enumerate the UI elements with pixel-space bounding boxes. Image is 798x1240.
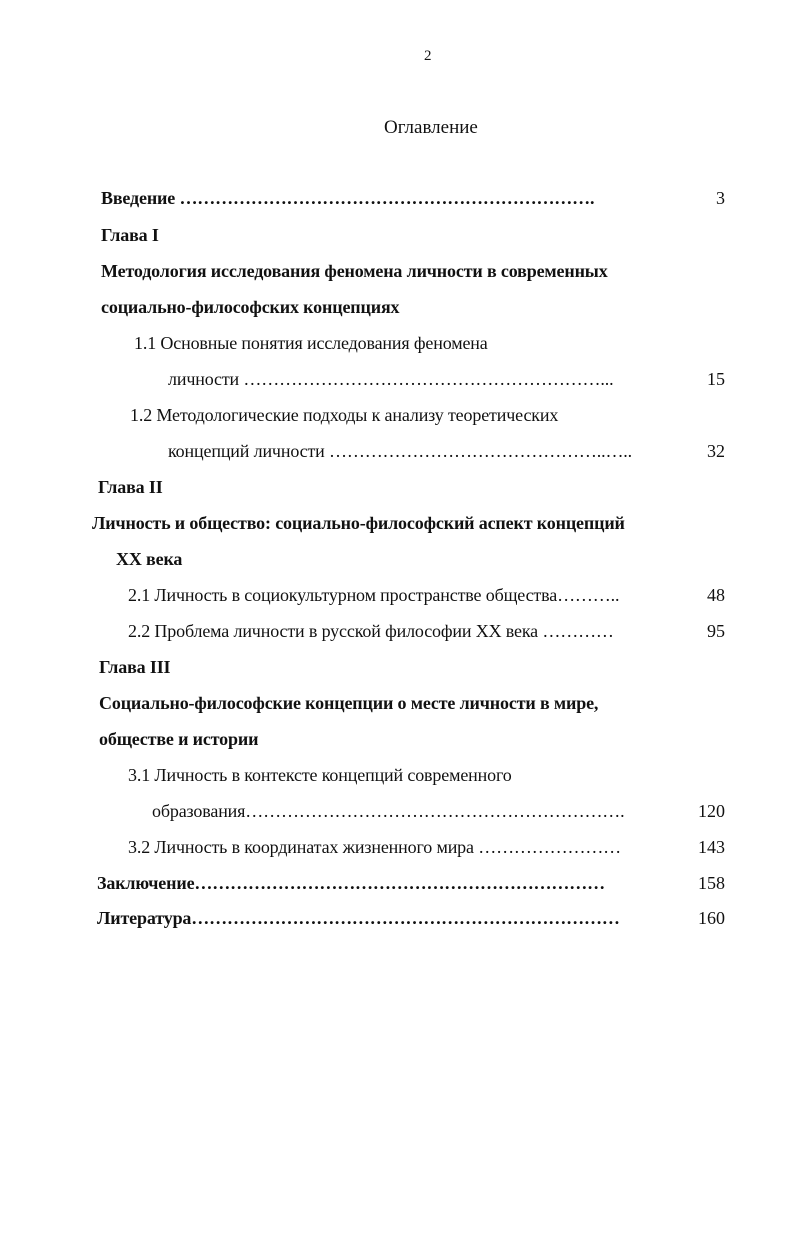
chapter-1-title-line-1: Методология исследования феномена личности в современных bbox=[101, 261, 608, 281]
section-2-1-page: 48 bbox=[707, 585, 725, 605]
section-1-2-line-2: концепций личности ………………………………………..….. bbox=[168, 441, 633, 461]
section-1-2-page: 32 bbox=[707, 441, 725, 461]
chapter-3-title-line-1: Социально-философские концепции о месте личности в мире, bbox=[99, 693, 599, 713]
section-1-1-line-1: 1.1 Основные понятия исследования феномена bbox=[134, 333, 488, 353]
chapter-1-heading: Глава I bbox=[101, 225, 159, 245]
chapter-2-heading: Глава II bbox=[98, 477, 163, 497]
section-3-1-line-1: 3.1 Личность в контексте концепций современного bbox=[128, 765, 512, 785]
chapter-2-title-line-1: Личность и общество: социально-философский аспект концепций bbox=[92, 513, 625, 533]
section-1-1-page: 15 bbox=[707, 369, 725, 389]
toc-literature-label: Литература……………………………………………………………… bbox=[97, 908, 620, 928]
toc-conclusion-label: Заключение…………………………………………………………… bbox=[97, 873, 605, 893]
section-3-2-page: 143 bbox=[698, 837, 725, 857]
page-number: 2 bbox=[424, 48, 432, 64]
section-1-1-line-2: личности ……………………………………………………... bbox=[168, 369, 614, 389]
toc-conclusion-page: 158 bbox=[698, 873, 725, 893]
section-1-2-line-1: 1.2 Методологические подходы к анализу теоретических bbox=[130, 405, 559, 425]
chapter-3-title-line-2: обществе и истории bbox=[99, 729, 259, 749]
section-2-1: 2.1 Личность в социокультурном пространстве общества……….. bbox=[128, 585, 620, 605]
section-3-1-line-2: образования………………………………………………………. bbox=[152, 801, 625, 821]
section-2-2-page: 95 bbox=[707, 621, 725, 641]
toc-intro-label: Введение ……………………………………………………………. bbox=[101, 188, 595, 208]
page-title: Оглавление bbox=[384, 117, 478, 138]
section-3-2: 3.2 Личность в координатах жизненного мира …………………… bbox=[128, 837, 622, 857]
section-3-1-page: 120 bbox=[698, 801, 725, 821]
toc-intro-page: 3 bbox=[716, 188, 725, 208]
toc-literature-page: 160 bbox=[698, 908, 725, 928]
chapter-1-title-line-2: социально-философских концепциях bbox=[101, 297, 400, 317]
chapter-2-title-line-2: XX века bbox=[116, 549, 183, 569]
chapter-3-heading: Глава III bbox=[99, 657, 171, 677]
section-2-2: 2.2 Проблема личности в русской философии XX века ………… bbox=[128, 621, 614, 641]
